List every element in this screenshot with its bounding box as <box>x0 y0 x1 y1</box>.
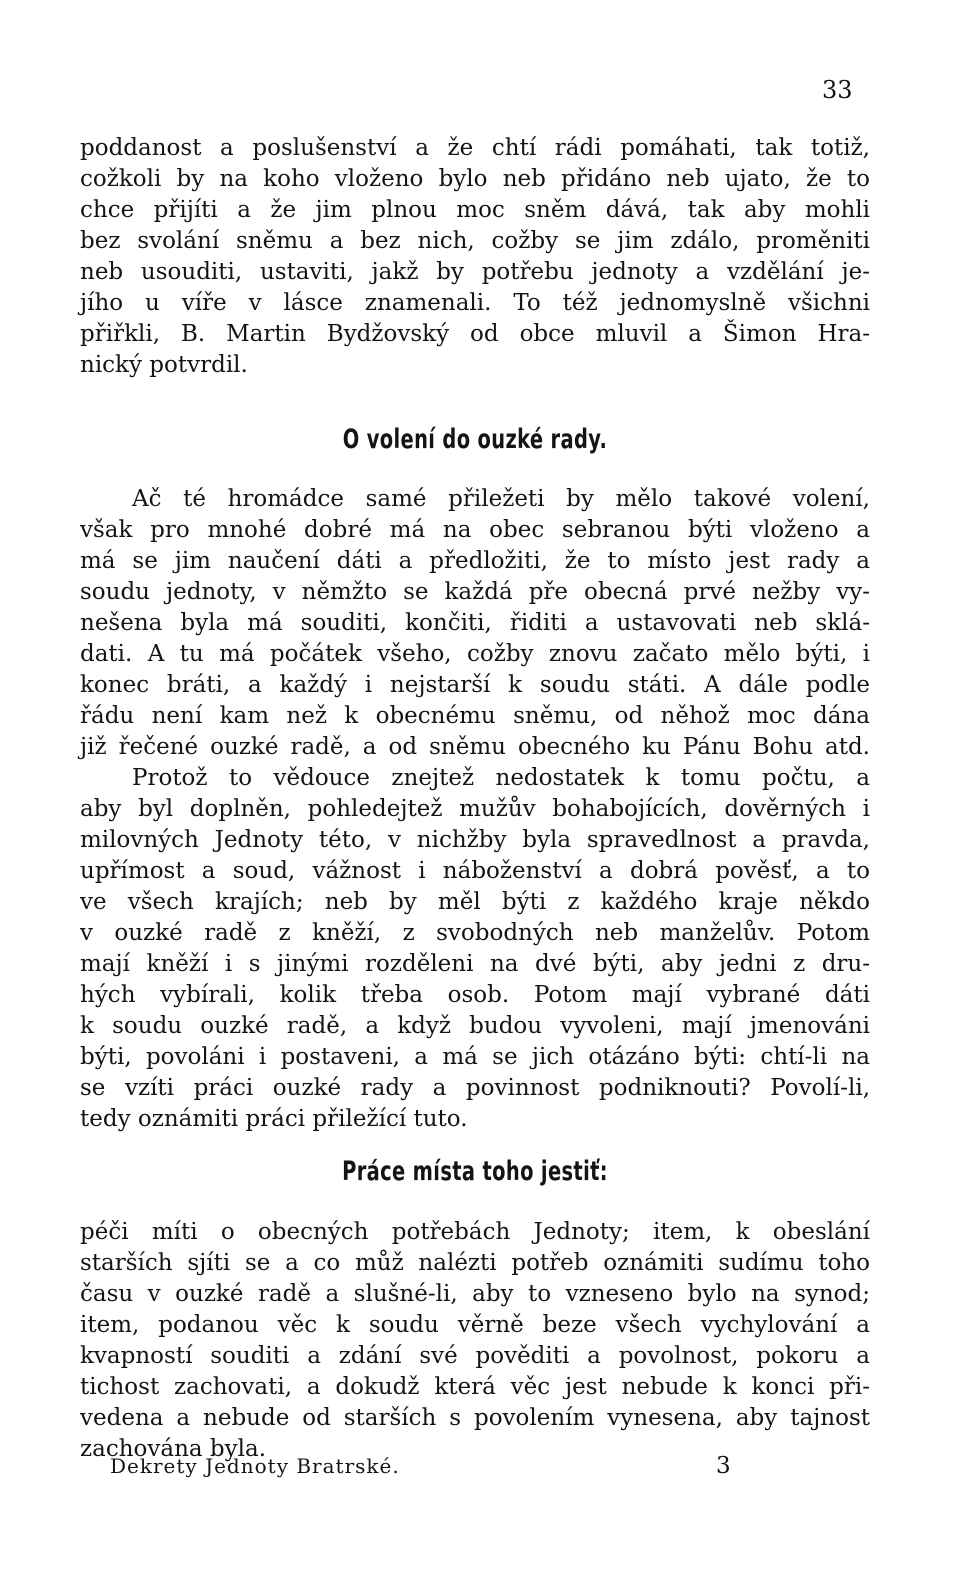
text-line: poddanost a poslušenství a že chtí rádi pomáhati, tak totiž, <box>80 135 870 161</box>
text-line: již řečené ouzké radě, a od sněmu obecného ku Pánu Bohu atd. <box>80 734 870 760</box>
text-line: nešena byla má souditi, končiti, řiditi a ustavovati neb sklá- <box>80 610 870 636</box>
text-line: dati. A tu má počátek všeho, cožby znovu začato mělo býti, i <box>80 641 870 667</box>
text-line: soudu jednoty, v němžto se každá pře obecná prvé nežby vy- <box>80 579 870 605</box>
text-line: v ouzké radě z kněží, z svobodných neb manželův. Potom <box>80 920 870 946</box>
text-line: bez svolání sněmu a bez nich, cožby se jim zdálo, proměniti <box>80 228 870 254</box>
text-line: starších sjíti se a co můž nalézti potřeb oznámiti sudímu toho <box>80 1250 870 1276</box>
text-line: býti, povoláni i postaveni, a má se jich otázáno býti: chtí-li na <box>80 1044 870 1070</box>
text-line: hých vybírali, kolik třeba osob. Potom mají vybrané dáti <box>80 982 870 1008</box>
text-line: item, podanou věc k soudu věrně beze všech vychylování a <box>80 1312 870 1338</box>
text-line: aby byl doplněn, pohledejtež mužův bohabojících, dověrných i <box>80 796 870 822</box>
text-line: Ač té hromádce samé přiležeti by mělo takové volení, <box>132 486 870 512</box>
text-line: konec bráti, a každý i nejstarší k soudu státi. A dále podle <box>80 672 870 698</box>
section-heading-volení: O volení do ouzké rady. <box>342 424 608 455</box>
page-number: 33 <box>822 76 853 104</box>
text-line: Protož to vědouce znejtež nedostatek k tomu počtu, a <box>132 765 870 791</box>
text-line: tedy oznámiti práci přiležící tuto. <box>80 1106 468 1132</box>
paragraph-1 <box>80 133 870 381</box>
text-line: neb usouditi, ustaviti, jakž by potřebu jednoty a vzdělání je- <box>80 259 870 285</box>
text-line: upřímost a soud, vážnost i náboženství a dobrá pověsť, a to <box>80 858 870 884</box>
text-line: cožkoli by na koho vloženo bylo neb přidáno neb ujato, že to <box>80 166 870 192</box>
text-line: přiřkli, B. Martin Bydžovský od obce mluvil a Šimon Hra- <box>80 321 870 347</box>
text-line: chce přijíti a že jim plnou moc sněm dává, tak aby mohli <box>80 197 870 223</box>
text-line: zachována byla. <box>80 1436 267 1462</box>
text-line: k soudu ouzké radě, a když budou vyvoleni, mají jmenováni <box>80 1013 870 1039</box>
text-line: řádu není kam než k obecnému sněmu, od něhož moc dána <box>80 703 870 729</box>
page-footer <box>110 1452 730 1482</box>
text-line: času v ouzké radě a slušné-li, aby to vzneseno bylo na synod; <box>80 1281 870 1307</box>
text-line: péči míti o obecných potřebách Jednoty; item, k obeslání <box>80 1219 870 1245</box>
text-line: mají kněží i s jinými rozděleni na dvé býti, aby jedni z dru- <box>80 951 870 977</box>
text-line: vedena a nebude od starších s povolením vynesena, aby tajnost <box>80 1405 870 1431</box>
text-line: se vzíti práci ouzké rady a povinnost podniknouti? Povolí-li, <box>80 1075 870 1101</box>
paragraph-3 <box>80 1217 870 1465</box>
footer-book-title: Dekrety Jednoty Bratrské. <box>110 1454 400 1478</box>
section-heading-práce: Práce místa toho jestiť: <box>342 1156 608 1187</box>
text-line: tichost zachovati, a dokudž která věc jest nebude k konci při- <box>80 1374 870 1400</box>
text-line: jího u víře v lásce znamenali. To též jednomyslně všichni <box>80 290 870 316</box>
text-line: milovných Jednoty této, v nichžby byla spravedlnost a pravda, <box>80 827 870 853</box>
text-line: má se jim naučení dáti a předložiti, že to místo jest rady a <box>80 548 870 574</box>
text-line: však pro mnohé dobré má na obec sebranou býti vloženo a <box>80 517 870 543</box>
text-line: nický potvrdil. <box>80 352 248 378</box>
text-line: ve všech krajích; neb by měl býti z každého kraje někdo <box>80 889 870 915</box>
footer-signature-mark: 3 <box>716 1453 731 1479</box>
text-line: kvapností souditi a zdání své pověditi a povolnost, pokoru a <box>80 1343 870 1369</box>
paragraph-2 <box>80 484 870 1135</box>
